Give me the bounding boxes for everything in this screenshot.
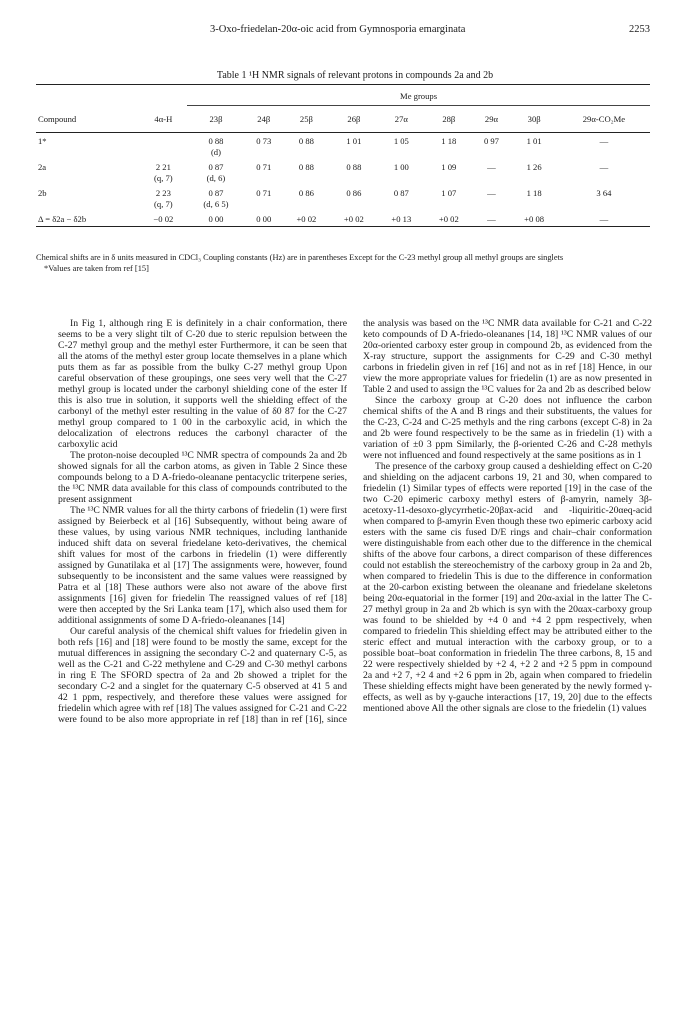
table-cell: — [599, 162, 609, 172]
paragraph: In Fig 1, although ring E is definitely in a chair conformation, there seems to be a very slight tilt of C-20 due to steric repulsion between the C-27 methyl group and the methyl ester Furthermore, it can be seen that all the atoms of the methyl ester group locate themselves in a plane which puts them as far as possible from the bulky C-27 methyl group Upon careful observation of these groupings, one sees very well that the C-27 methyl group is located under the carbonyl shielding cone of the ester If this is also true in solution, it supports well the shielding effect of the carbonyl of the methyl ester resulting in the value of δ0 87 for the C-27 methyl group compared to 1 00 in the carboxylic acid, in which the delocalization of electrons reduces the carbonyl character of the carboxylic acid [58, 318, 347, 450]
table-cell: 0 71 [256, 162, 272, 172]
table-row [36, 133, 650, 160]
table-cell: 1 01 [346, 136, 362, 146]
column-header: 24β [257, 114, 271, 124]
column-header: 30β [527, 114, 541, 124]
table-cell: +0 13 [391, 214, 412, 224]
paragraph: Since the carboxy group at C-20 does not influence the carbon chemical shifts of the A and B rings and their substituents, the values for the C-23, C-24 and C-25 methyls and the ring carbons (except C-8) in 2a and 2b were found respectively to be the same as in friedelin (1) with a variation of ±0 3 ppm Similarly, the β-oriented C-26 and C-28 methyls were not influenced and found respectively at the same positions as in 1 [363, 395, 652, 461]
column-header: 23β [209, 114, 223, 124]
column-header: Compound [38, 113, 77, 124]
table-cell: 0 87 (d, 6 5) [203, 188, 229, 209]
compound-cell: 2b [38, 188, 47, 198]
table-row [36, 159, 650, 185]
table-cell [140, 133, 187, 160]
column-header: 27α [394, 114, 408, 124]
paragraph: The proton-noise decoupled ¹³C NMR spectra of compounds 2a and 2b showed signals for all the carbon atoms, as given in Table 2 Since these compounds belong to a D A-friedo-oleanane pentacyclic triterpene series, the ¹³C NMR data available for this class of compounds contributed to the present assignment [58, 450, 347, 505]
compound-cell: 2a [38, 162, 47, 172]
table-cell: 0 88 [298, 162, 314, 172]
table-cell: — [487, 162, 496, 172]
table-cell: 0 00 [256, 214, 272, 224]
table-row [36, 211, 650, 227]
paragraph: The ¹³C NMR values for all the thirty carbons of friedelin (1) were first assigned by Beierbeck et al [16] Subsequently, without being aware of these values, by using various NMR techniques, including lanthanide induced shift data on several friedelane keto-derivatives, the chemical shift values for most of the carbons in friedelin (1) were differently assigned by Gunatilaka et al [17] The assignments were, however, found subsequently to be inconsistent and the same values were reassigned by Patra et al [18] These authors were also not aware of the above first assignments [16] given for friedelin The reassigned values of ref [18] were then accepted by the Sri Lanka team [17], which also used them for additional assignments of some D A-friedo-oleananes [14] [58, 505, 347, 626]
running-title: 3-Oxo-friedelan-20α-oic acid from Gymnosporia emarginata [210, 24, 466, 35]
page-number: 2253 [629, 24, 650, 35]
table-cell: 3 64 [596, 188, 612, 198]
me-groups-header: Me groups [187, 85, 650, 106]
table-cell: +0 08 [524, 214, 545, 224]
table-cell: — [599, 214, 609, 224]
table-cell: — [487, 214, 496, 224]
table-cell: 1 07 [441, 188, 457, 198]
table-cell: +0 02 [438, 214, 459, 224]
table-cell: 0 87 (d, 6) [206, 162, 226, 183]
table-cell: 1 09 [441, 162, 457, 172]
table-cell: 0 00 [208, 214, 224, 224]
table-row [36, 185, 650, 211]
table-cell: +0 02 [296, 214, 317, 224]
table-cell: 0 86 [346, 188, 362, 198]
table-cell: — [599, 136, 609, 146]
body-text [58, 318, 652, 725]
table-cell: 1 00 [393, 162, 409, 172]
table-cell: 1 18 [441, 136, 457, 146]
paragraph: Our careful analysis of the chemical shift values for friedelin given in both refs [16] and [18] were found to be mostly the same, except for the mutual differences in assigning the secondary C-2 and quaternary C-5, as well as the C-21 and C-22 methylene and C-29 and C-30 methyl carbons in ring E The SFORD spectra of 2a and 2b showed a triplet for the secondary C-2 and a singlet for the quaternary C-5 observed at 41 5 and 42 1 ppm, respectively, and therefore these values were assigned for friedelin which agree with ref [18] The values assigned for C-21 and C-22 were found to be also more appropriate in ref [18] than in ref [16], since the analysis was based on the ¹³C NMR data available for C-21 and C-22 keto compounds of D A-friedo-oleananes [14, 18] ¹³C NMR values of our 20α-oriented carboxy ester group in compound 2b, as evidenced from the X-ray structure, support the assignments for C-29 and C-30 methyl carbons in friedelin given in ref [16] and not as in ref [18] Hence, in our view the more appropriate values for friedelin (1) are as now presented in Table 2 and used to assign the ¹³C values for 2a and 2b as described below [58, 318, 652, 725]
table-cell: 0 86 [298, 188, 314, 198]
nmr-table [36, 84, 650, 227]
table-cell: 0 88 [298, 136, 314, 146]
table-cell: 2 21 (q, 7) [154, 162, 173, 183]
table-cell: 1 01 [526, 136, 542, 146]
column-header: 26β [347, 114, 361, 124]
table-cell: 0 88 [346, 162, 362, 172]
table-cell: — [487, 188, 496, 198]
table-cell: 0 71 [256, 188, 272, 198]
column-header: 28β [442, 114, 456, 124]
table-cell: 0 73 [256, 136, 272, 146]
table-cell: +0 02 [343, 214, 364, 224]
table-notes [36, 252, 650, 274]
table-cell: 1 05 [393, 136, 409, 146]
column-header: 29α [484, 114, 499, 124]
paragraph: The presence of the carboxy group caused a deshielding effect on C-20 and shielding on the adjacent carbons 19, 21 and 30, when compared to friedelin (1) Similar types of effects were reported [19] in the case of the two C-20 epimeric carboxy methyl esters of β-amyrin, namely 3β-acetoxy-11-desoxo-glycyrrhetic-20βax-acid and -liquiritic-20αeq-acid when compared to β-amyrin Even though these two epimeric carboxy acid esters with the same cis fused D/E rings and chair–chair conformation were distinguishable from each other due to the difference in the chemical shifts of the above four carbons, a direct comparison of these differences could not establish the stereochemistry of the carboxy group in 2a and 2b, when compared to friedelin This is due to the difference in conformation at the 20-carbon existing between the oleanane and friedelane skeletons being 20α-equatorial in the former [19] and 20α-axial in the latter The C-27 methyl group in 2a and 2b which is syn with the 20αax-carboxy group was found to be shielded by +4 0 and +4 2 ppm respectively, when compared to friedelin This shielding effect may be attributed either to the steric effect and mutual interaction with the carboxy group, or to a possible boat–boat conformation in friedelin The three carbons, 8, 15 and 22 were respectively shielded by +2 4, +2 2 and +2 5 ppm in compound 2a and +2 7, +2 4 and +2 6 ppm in 2b, again when compared to friedelin These shielding effects might have been generated by the newly formed γ-effects, as well as by γ-gauche interactions [17, 19, 20] due to the effects mentioned above All the other signals are close to the friedelin (1) values [363, 461, 652, 714]
table-cell: 0 87 [393, 188, 409, 198]
table-cell: 0 88 (d) [208, 136, 224, 157]
table-cell: −0 02 [153, 214, 174, 224]
table-cell: 1 26 [526, 162, 542, 172]
column-header: 29α-CO₂Me [582, 114, 626, 124]
column-header: 25β [299, 114, 313, 124]
column-header: 4α-H [154, 113, 173, 124]
table-caption: Table 1 ¹H NMR signals of relevant protons in compounds 2a and 2b [216, 70, 494, 81]
table-footnote: *Values are taken from ref [15] [44, 264, 149, 273]
table-cell: 1 18 [526, 188, 542, 198]
table-cell: 0 97 [483, 136, 499, 146]
compound-cell: Δ = δ2a − δ2b [38, 214, 87, 224]
table-cell: 2 23 (q, 7) [154, 188, 173, 209]
blank-header-cell [140, 85, 187, 106]
compound-cell: 1* [38, 136, 47, 146]
table-note: Chemical shifts are in δ units measured in CDCl₃ Coupling constants (Hz) are in parentheses Except for the C-23 methyl group all methyl groups are singlets [36, 253, 564, 262]
blank-header-cell [36, 85, 140, 106]
